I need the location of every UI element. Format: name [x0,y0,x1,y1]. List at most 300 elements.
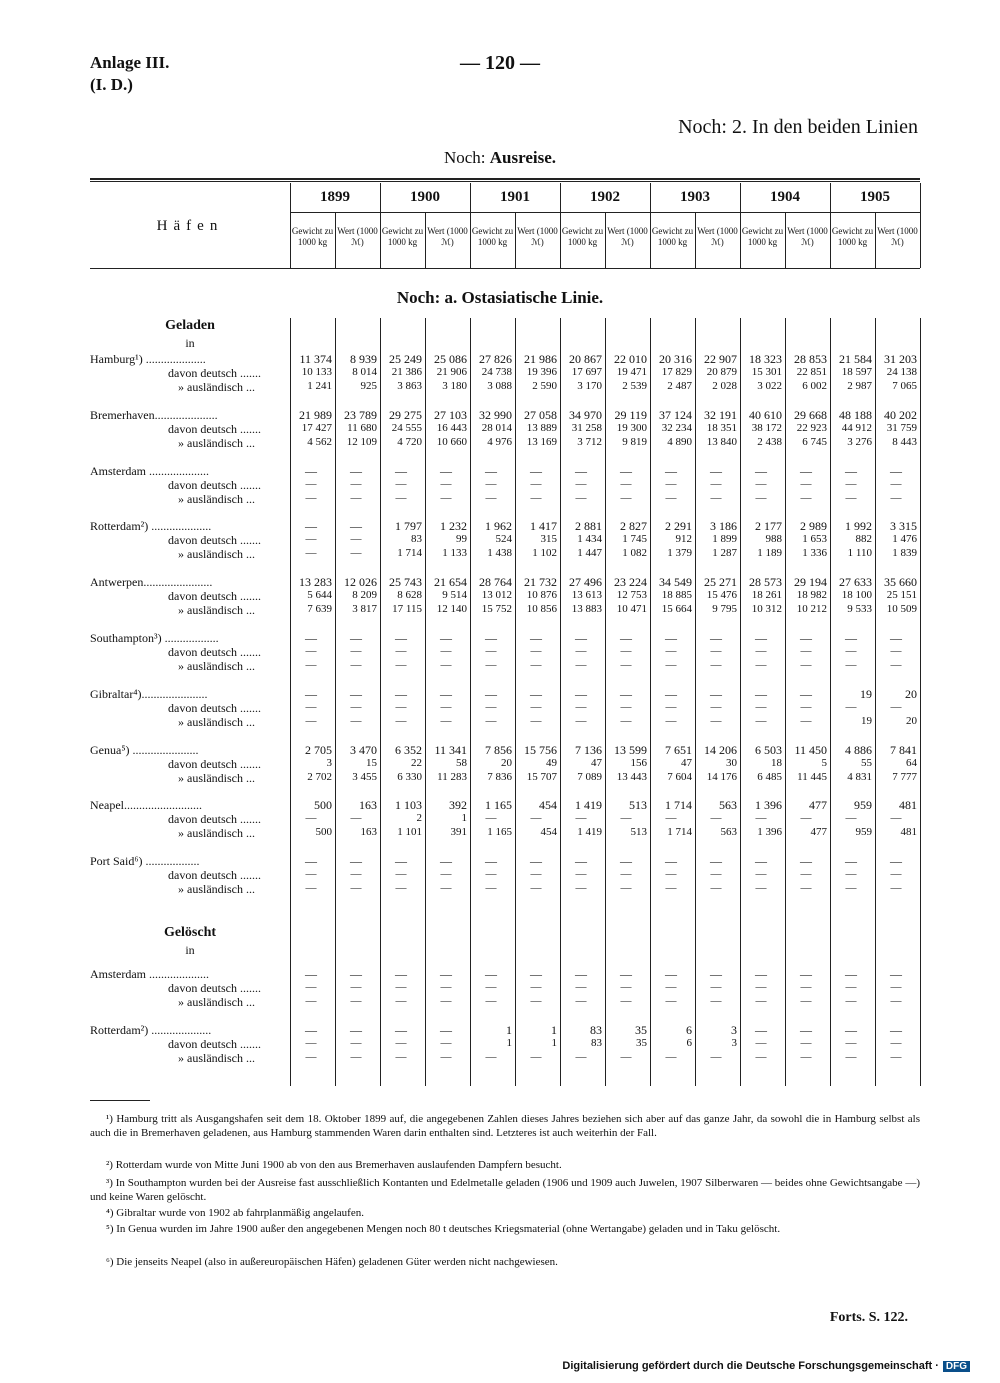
table-cell: 9 819 [622,436,647,448]
table-cell: — [485,1051,497,1063]
table-cell: 18 885 [661,589,692,601]
table-cell: — [710,631,722,645]
table-cell: 882 [855,533,872,545]
table-cell: 64 [906,757,917,769]
table-cell: — [305,995,317,1007]
table-cell: 83 [411,533,422,545]
table-cell: — [305,868,317,880]
table-cell: 2 539 [622,380,647,392]
table-cell: — [575,868,587,880]
table-cell: — [890,882,902,894]
table-cell: — [755,868,767,880]
table-cell: — [350,645,362,657]
table-cell: 477 [809,798,827,812]
table-cell: — [890,981,902,993]
table-cell: — [755,659,767,671]
table-cell: 1 287 [712,547,737,559]
port-sub-auslaendisch: » ausländisch ... [178,492,255,506]
table-cell: — [305,967,317,981]
port-sub-auslaendisch: » ausländisch ... [178,826,255,840]
table-cell: 7 136 [575,743,602,757]
table-cell: — [530,492,542,504]
table-cell: — [485,995,497,1007]
table-cell: — [890,812,902,824]
col-wert-label: Wert (1000 ℳ) [607,226,648,247]
table-cell: 6 352 [395,743,422,757]
table-cell: — [440,1051,452,1063]
table-cell: — [800,492,812,504]
table-cell: — [305,478,317,490]
table-cell: 18 351 [706,422,737,434]
table-cell: — [530,631,542,645]
table-cell: 2 438 [757,436,782,448]
table-cell: 12 026 [344,575,377,589]
table-cell: 22 923 [796,422,827,434]
port-sub-auslaendisch: » ausländisch ... [178,603,255,617]
table-cell: 1 379 [667,547,692,559]
table-cell: 22 851 [796,366,827,378]
port-name: Genua⁵) ...................... [90,743,199,757]
table-cell: 1 992 [845,519,872,533]
table-cell: — [575,701,587,713]
table-cell: — [395,981,407,993]
table-cell: — [305,1023,317,1037]
table-cell: 28 764 [479,575,512,589]
table-cell: 22 [411,757,422,769]
table-cell: — [485,882,497,894]
table-cell: 1 102 [532,547,557,559]
col-wert-label: Wert (1000 ℳ) [517,226,558,247]
table-cell: 12 140 [436,603,467,615]
table-cell: — [665,464,677,478]
table-cell: 1 165 [487,826,512,838]
port-sub-auslaendisch: » ausländisch ... [178,659,255,673]
section-subtitle: in [185,943,195,957]
dfg-logo: DFG [943,1361,970,1372]
table-cell: 17 697 [571,366,602,378]
table-cell: — [620,981,632,993]
table-cell: — [710,981,722,993]
table-cell: — [890,659,902,671]
table-cell: — [665,1051,677,1063]
port-sub-deutsch: davon deutsch ....... [168,812,261,826]
table-cell: 25 151 [886,589,917,601]
table-cell: — [305,659,317,671]
table-cell: — [755,645,767,657]
table-cell: 3 186 [710,519,737,533]
table-cell: 22 907 [704,352,737,366]
table-cell: — [350,981,362,993]
table-cell: — [890,967,902,981]
table-cell: — [575,1051,587,1063]
table-cell: 31 258 [571,422,602,434]
table-cell: 20 867 [569,352,602,366]
table-cell: 2 989 [800,519,827,533]
table-cell: 4 720 [397,436,422,448]
col-gewicht-label: Gewicht zu 1000 kg [471,226,514,247]
table-cell: 1 [506,1023,512,1037]
table-cell: — [710,645,722,657]
table-cell: 477 [810,826,827,838]
table-cell: — [395,687,407,701]
table-cell: 18 597 [841,366,872,378]
table-cell: — [395,478,407,490]
table-cell: 19 471 [616,366,647,378]
table-cell: 9 795 [712,603,737,615]
table-cell: — [530,882,542,894]
table-cell: — [350,995,362,1007]
section-subtitle: in [185,336,195,350]
table-cell: — [755,967,767,981]
table-cell: 40 610 [749,408,782,422]
table-cell: 30 [726,757,737,769]
table-cell: — [305,464,317,478]
table-cell: 48 188 [839,408,872,422]
table-cell: — [440,967,452,981]
table-cell: 5 [821,757,827,769]
port-sub-auslaendisch: » ausländisch ... [178,882,255,896]
table-cell: — [845,882,857,894]
footnote: ¹) Hamburg tritt als Ausgangshafen seit dem 18. Oktober 1899 auf, die angegebenen Zahlen dieses Jahres beziehen sich aber auf das ganze Jahr, da sowohl die in Hamburg selbst als auch die in Bremerhaven geladenen, aus Hamburg stammenden Waren darin enthalten sind. Letzteres ist auch weiterhin der Fall. [90,1113,920,1139]
table-cell: — [305,854,317,868]
table-cell: — [530,967,542,981]
table-cell: 17 115 [392,603,422,615]
table-cell: — [305,715,317,727]
table-cell: 1 714 [665,798,692,812]
table-cell: 13 283 [299,575,332,589]
col-gewicht-label: Gewicht zu 1000 kg [831,226,874,247]
table-cell: 3 817 [352,603,377,615]
table-cell: — [620,868,632,880]
header-bottom-rule [90,268,920,269]
table-cell: — [530,659,542,671]
table-cell: — [575,645,587,657]
table-cell: 8 939 [350,352,377,366]
table-cell: 20 [905,687,917,701]
table-cell: 15 707 [526,771,557,783]
body-year-divider [920,318,921,1086]
table-cell: — [485,464,497,478]
year-label: 1902 [590,189,620,205]
noch-ausreise-text: Ausreise. [489,148,557,167]
table-cell: 11 680 [347,422,377,434]
table-cell: — [665,715,677,727]
table-cell: — [305,1037,317,1049]
table-cell: 12 753 [616,589,647,601]
table-cell: — [620,715,632,727]
table-cell: — [575,478,587,490]
table-cell: — [485,715,497,727]
table-cell: — [440,715,452,727]
col-gewicht-label: Gewicht zu 1000 kg [741,226,784,247]
table-cell: — [755,995,767,1007]
col-wert-label: Wert (1000 ℳ) [337,226,378,247]
table-cell: — [440,645,452,657]
table-cell: 23 224 [614,575,647,589]
table-cell: 21 654 [434,575,467,589]
table-cell: 1 241 [307,380,332,392]
table-cell: — [845,854,857,868]
footnote: ⁵) In Genua wurden im Jahre 1900 außer den angegebenen Mengen noch 80 t deutsches Kriegsmaterial (ohne Wertangabe) geladen und in Taku gelöscht. [106,1223,781,1235]
port-sub-deutsch: davon deutsch ....... [168,366,261,380]
table-cell: — [530,868,542,880]
table-cell: — [350,492,362,504]
table-cell: 3 863 [397,380,422,392]
table-cell: — [575,812,587,824]
table-cell: — [350,868,362,880]
table-cell: — [710,882,722,894]
table-cell: 11 374 [299,352,332,366]
table-cell: 27 103 [434,408,467,422]
table-cell: 25 743 [389,575,422,589]
table-cell: — [845,1037,857,1049]
table-cell: 20 [501,757,512,769]
table-cell: 1 419 [575,798,602,812]
table-cell: — [710,967,722,981]
table-cell: 500 [315,826,332,838]
year-label: 1899 [320,189,350,205]
table-top-rule-2 [90,181,920,182]
section-title: Gelöscht [163,925,217,940]
table-cell: 6 330 [397,771,422,783]
footnote: ³) In Southampton wurden bei der Ausreise fast ausschließlich Kontanten und Edelmetalle geladen (1906 und 1909 auch Juwelen, 1907 Silberwaren — beides ohne Gewichtsangabe —) und keine Waren gelöscht. [90,1177,920,1203]
table-cell: 7 856 [485,743,512,757]
table-cell: 4 831 [847,771,872,783]
table-cell: 47 [591,757,602,769]
table-cell: 58 [456,757,467,769]
table-cell: 454 [540,826,557,838]
table-cell: 35 [635,1023,647,1037]
table-cell: — [305,533,317,545]
table-cell: 7 604 [667,771,692,783]
table-cell: 8 014 [352,366,377,378]
table-cell: — [350,687,362,701]
col-gewicht-label: Gewicht zu 1000 kg [651,226,694,247]
table-cell: 83 [590,1023,602,1037]
table-cell: 29 668 [794,408,827,422]
table-cell: 15 [366,757,377,769]
port-sub-auslaendisch: » ausländisch ... [178,995,255,1009]
table-cell: 163 [359,798,377,812]
table-cell: — [665,687,677,701]
table-cell: 9 533 [847,603,872,615]
table-cell: 25 271 [704,575,737,589]
col-wert-label: Wert (1000 ℳ) [787,226,828,247]
table-cell: 29 119 [614,408,647,422]
col-wert-label: Wert (1000 ℳ) [427,226,468,247]
stub-header: Häfen [156,218,224,234]
table-cell: — [800,659,812,671]
table-cell: 2 827 [620,519,647,533]
anlage-subtitle: (I. D.) [90,75,133,94]
table-cell: 11 283 [437,771,467,783]
table-cell: 21 732 [524,575,557,589]
table-cell: 6 [686,1037,692,1049]
table-cell: — [305,1051,317,1063]
table-cell: 1 232 [440,519,467,533]
table-cell: 23 789 [344,408,377,422]
table-cell: 1 101 [397,826,422,838]
table-cell: — [530,854,542,868]
port-name: Antwerpen....................... [90,575,213,589]
port-sub-auslaendisch: » ausländisch ... [178,1051,255,1065]
table-cell: 7 777 [892,771,917,783]
table-cell: — [755,882,767,894]
table-cell: — [845,478,857,490]
table-cell: 27 496 [569,575,602,589]
table-cell: — [665,645,677,657]
table-cell: 14 176 [706,771,737,783]
table-cell: 6 745 [802,436,827,448]
table-cell: 31 203 [884,352,917,366]
table-cell: — [710,687,722,701]
table-cell: — [710,464,722,478]
port-sub-deutsch: davon deutsch ....... [168,981,261,995]
table-cell: — [440,701,452,713]
table-cell: — [755,1051,767,1063]
table-cell: — [800,687,812,701]
page-number: — 120 — [460,52,540,74]
table-cell: 28 014 [481,422,512,434]
table-cell: 3 [326,757,332,769]
table-cell: 1 336 [802,547,827,559]
table-cell: 25 086 [434,352,467,366]
table-cell: 1 962 [485,519,512,533]
table-cell: — [845,659,857,671]
table-cell: — [305,631,317,645]
table-cell: 24 555 [391,422,422,434]
table-cell: — [755,464,767,478]
table-cell: 28 853 [794,352,827,366]
table-cell: — [845,868,857,880]
credit-text: Digitalisierung gefördert durch die Deutsche Forschungsgemeinschaft · [562,1360,939,1372]
table-cell: 1 745 [622,533,647,545]
table-cell: — [620,464,632,478]
table-cell: — [395,492,407,504]
year-label: 1901 [500,189,530,205]
table-cell: — [665,492,677,504]
table-cell: — [440,631,452,645]
table-cell: 24 738 [481,366,512,378]
table-cell: 3 [731,1037,737,1049]
table-cell: 13 613 [571,589,602,601]
table-cell: — [800,812,812,824]
table-cell: 22 010 [614,352,647,366]
table-cell: 27 058 [524,408,557,422]
table-cell: 19 [860,687,872,701]
table-cell: — [890,1051,902,1063]
port-sub-auslaendisch: » ausländisch ... [178,715,255,729]
table-cell: — [755,812,767,824]
port-sub-deutsch: davon deutsch ....... [168,645,261,659]
table-cell: — [305,519,317,533]
table-cell: — [395,1051,407,1063]
table-cell: — [800,981,812,993]
table-cell: 156 [630,757,647,769]
table-cell: 481 [900,826,917,838]
table-cell: — [620,687,632,701]
table-cell: — [305,645,317,657]
table-cell: — [710,715,722,727]
table-cell: 10 660 [436,436,467,448]
table-cell: 2 590 [532,380,557,392]
port-name: Gibraltar⁴)...................... [90,687,208,701]
table-cell: 6 485 [757,771,782,783]
table-cell: 1 653 [802,533,827,545]
table-cell: — [530,687,542,701]
table-cell: — [440,492,452,504]
noch-ausreise-prefix: Noch: [443,148,486,167]
table-cell: 18 261 [751,589,782,601]
table-cell: — [665,967,677,981]
table-cell: 3 170 [577,380,602,392]
table-cell: 163 [360,826,377,838]
table-cell: — [710,492,722,504]
table-cell: — [530,645,542,657]
table-cell: — [800,854,812,868]
table-cell: — [575,854,587,868]
table-cell: 20 879 [706,366,737,378]
table-cell: 17 829 [661,366,692,378]
table-cell: — [485,854,497,868]
table-cell: 11 445 [797,771,827,783]
table-cell: 3 470 [350,743,377,757]
table-cell: — [395,854,407,868]
table-cell: — [350,478,362,490]
table-cell: 99 [456,533,467,545]
noch-subtitle: Noch: a. Ostasiatische Linie. [396,288,604,307]
table-cell: — [665,631,677,645]
table-cell: 27 633 [839,575,872,589]
col-gewicht-label: Gewicht zu 1000 kg [291,226,334,247]
table-cell: — [485,868,497,880]
table-cell: 18 982 [796,589,827,601]
table-cell: — [530,812,542,824]
table-cell: 28 573 [749,575,782,589]
table-cell: — [800,464,812,478]
table-cell: 15 752 [481,603,512,615]
table-cell: 15 756 [524,743,557,757]
table-cell: — [620,995,632,1007]
table-cell: 3 276 [847,436,872,448]
table-cell: 10 471 [616,603,647,615]
port-sub-deutsch: davon deutsch ....... [168,1037,261,1051]
table-cell: — [485,645,497,657]
table-cell: 1 839 [892,547,917,559]
table-cell: 7 065 [892,380,917,392]
table-cell: — [575,631,587,645]
table-cell: 15 476 [706,589,737,601]
table-cell: — [575,464,587,478]
table-cell: — [620,882,632,894]
port-sub-auslaendisch: » ausländisch ... [178,771,255,785]
year-label: 1905 [860,189,890,205]
table-cell: — [575,967,587,981]
table-cell: 20 316 [659,352,692,366]
table-cell: — [620,854,632,868]
year-label: 1903 [680,189,710,205]
table-cell: — [800,967,812,981]
table-cell: — [755,492,767,504]
table-cell: 524 [495,533,512,545]
table-cell: 29 194 [794,575,827,589]
table-cell: 40 202 [884,408,917,422]
table-cell: 1 [551,1037,557,1049]
table-cell: 16 443 [436,422,467,434]
table-cell: — [710,854,722,868]
year-divider [920,183,921,268]
port-sub-deutsch: davon deutsch ....... [168,868,261,882]
